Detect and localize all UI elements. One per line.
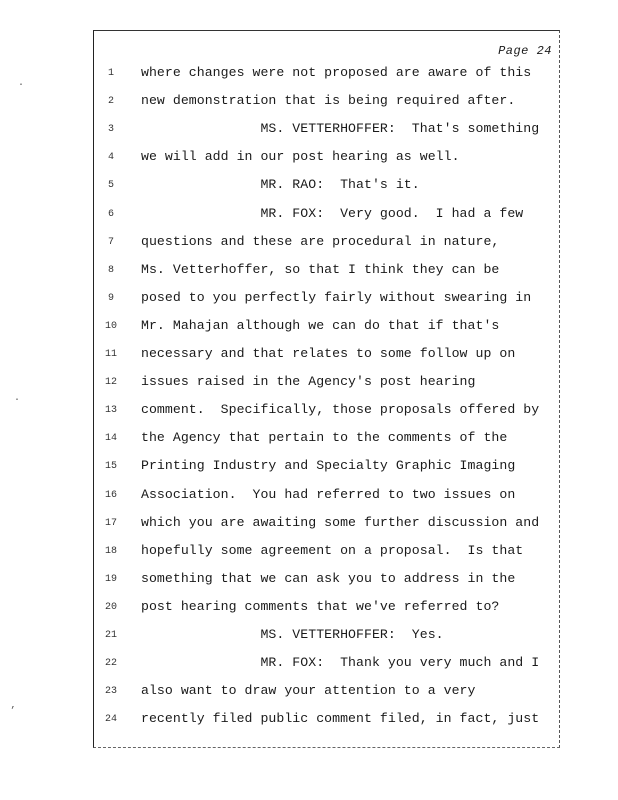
- line-text: MR. FOX: Very good. I had a few: [141, 205, 524, 221]
- line-number: 15: [104, 461, 117, 473]
- transcript-line: [0, 345, 618, 367]
- line-number: 11: [104, 349, 117, 360]
- line-text: new demonstration that is being required after.: [141, 93, 516, 109]
- line-text: the Agency that pertain to the comments of the: [141, 430, 508, 446]
- line-number: 4: [107, 152, 114, 164]
- line-text: MR. FOX: Thank you very much and I: [141, 655, 540, 671]
- line-text: recently filed public comment filed, in fact, just: [141, 711, 540, 727]
- line-number: 20: [104, 601, 117, 613]
- line-number: 24: [104, 714, 117, 726]
- line-text: posed to you perfectly fairly without swearing in: [141, 289, 532, 305]
- line-text: we will add in our post hearing as well.: [141, 149, 460, 165]
- scan-speck: ·: [18, 80, 25, 91]
- transcript-line: [0, 570, 618, 592]
- line-text: Ms. Vetterhoffer, so that I think they can be: [141, 261, 500, 277]
- transcript-line: [0, 261, 618, 283]
- line-number: 6: [107, 208, 114, 220]
- scan-speck: ·: [14, 395, 21, 406]
- line-number: 16: [104, 489, 117, 501]
- line-number: 10: [104, 320, 117, 332]
- transcript-line: [0, 176, 618, 198]
- line-text: MS. VETTERHOFFER: That's something: [141, 121, 540, 137]
- scan-speck: ‚: [10, 700, 17, 711]
- line-text: questions and these are procedural in nature,: [141, 233, 500, 249]
- page-number: Page 24: [498, 44, 552, 58]
- transcript-line: [0, 92, 618, 114]
- transcript-line: [0, 682, 618, 704]
- line-text: post hearing comments that we've referred to?: [141, 598, 500, 614]
- line-number: 9: [107, 292, 114, 304]
- transcript-line: [0, 233, 618, 255]
- transcript-line: [0, 317, 618, 339]
- line-number: 17: [104, 517, 117, 529]
- transcript-line: [0, 148, 618, 170]
- line-number: 2: [107, 96, 114, 108]
- transcript-line: [0, 457, 618, 479]
- transcript-line: [0, 710, 618, 732]
- line-number: 7: [107, 236, 114, 248]
- line-number: 3: [107, 124, 114, 136]
- transcript-line: [0, 486, 618, 508]
- line-text: Mr. Mahajan although we can do that if that's: [141, 317, 500, 333]
- transcript-line: [0, 514, 618, 536]
- line-text: issues raised in the Agency's post hearing: [141, 374, 476, 390]
- line-text: hopefully some agreement on a proposal. Is that: [141, 542, 524, 558]
- line-text: Printing Industry and Specialty Graphic Imaging: [141, 458, 516, 474]
- line-number: 8: [107, 264, 114, 276]
- transcript-line: [0, 289, 618, 311]
- line-number: 18: [104, 545, 117, 557]
- line-number: 23: [104, 686, 117, 698]
- line-number: 12: [104, 377, 117, 389]
- transcript-line: [0, 401, 618, 423]
- transcript-line: [0, 598, 618, 620]
- transcript-line: [0, 205, 618, 227]
- line-number: 13: [104, 405, 117, 417]
- line-number: 14: [104, 433, 117, 445]
- line-number: 21: [104, 630, 117, 641]
- transcript-line: [0, 429, 618, 451]
- line-text: MR. RAO: That's it.: [141, 177, 420, 193]
- line-number: 22: [104, 658, 117, 670]
- line-text: where changes were not proposed are aware of this: [141, 65, 532, 80]
- line-text: also want to draw your attention to a very: [141, 683, 476, 699]
- transcript-line: [0, 654, 618, 676]
- line-number: 1: [107, 68, 114, 79]
- line-number: 5: [107, 180, 114, 192]
- transcript-line: [0, 64, 618, 86]
- line-text: MS. VETTERHOFFER: Yes.: [141, 627, 444, 642]
- line-text: comment. Specifically, those proposals offered by: [141, 402, 540, 418]
- transcript-line: [0, 120, 618, 142]
- line-text: necessary and that relates to some follow up on: [141, 346, 516, 361]
- transcript-line: [0, 373, 618, 395]
- transcript-line: [0, 626, 618, 648]
- transcript-line: [0, 542, 618, 564]
- line-number: 19: [104, 573, 117, 585]
- line-text: Association. You had referred to two issues on: [141, 486, 516, 502]
- line-text: which you are awaiting some further discussion and: [141, 514, 540, 530]
- line-text: something that we can ask you to address in the: [141, 570, 516, 586]
